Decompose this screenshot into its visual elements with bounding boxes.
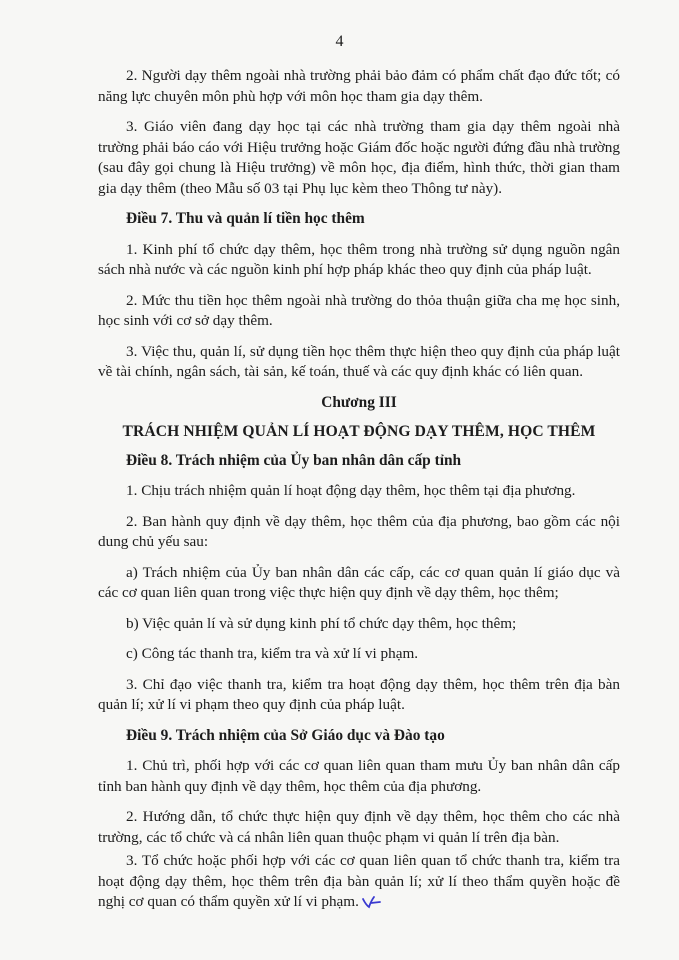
document-body <box>98 66 620 923</box>
paragraph-text: 3. Tổ chức hoặc phối hợp với các cơ quan liên quan tổ chức thanh tra, kiểm tra hoạt động dạy thêm, học thêm trên địa bàn quản lí; xử lí theo thẩm quyền hoặc đề nghị cơ quan có thẩm quyền xử lí vi phạm. <box>98 852 620 910</box>
paragraph: 2. Hướng dẫn, tổ chức thực hiện quy định về dạy thêm, học thêm cho các nhà trường, các tổ chức và cá nhân liên quan thuộc phạm vi quản lí trên địa bàn. <box>98 808 620 846</box>
paragraph: 3. Chỉ đạo việc thanh tra, kiểm tra hoạt động dạy thêm, học thêm trên địa bàn quản lí; xử lí vi phạm theo quy định của pháp luật. <box>98 675 620 713</box>
chapter-label: Chương III <box>321 393 397 411</box>
paragraph: 1. Kinh phí tổ chức dạy thêm, học thêm trong nhà trường sử dụng nguồn ngân sách nhà nước và các nguồn kinh phí hợp pháp khác theo quy định của pháp luật. <box>98 240 620 278</box>
article-9-heading: Điều 9. Trách nhiệm của Sở Giáo dục và Đào tạo <box>126 726 445 744</box>
paragraph: 2. Người dạy thêm ngoài nhà trường phải bảo đảm có phẩm chất đạo đức tốt; có năng lực chuyên môn phù hợp với môn học tham gia dạy thêm. <box>98 67 620 105</box>
handwritten-initial-mark <box>361 893 383 909</box>
paragraph: c) Công tác thanh tra, kiểm tra và xử lí vi phạm. <box>126 645 419 662</box>
paragraph: a) Trách nhiệm của Ủy ban nhân dân các cấp, các cơ quan quản lí giáo dục và các cơ quan liên quan trong việc thực hiện quy định về dạy thêm, học thêm; <box>98 563 620 601</box>
paragraph-last <box>98 851 620 913</box>
page-number: 4 <box>335 33 344 50</box>
paragraph: b) Việc quản lí và sử dụng kinh phí tổ chức dạy thêm, học thêm; <box>126 614 517 632</box>
chapter-title: TRÁCH NHIỆM QUẢN LÍ HOẠT ĐỘNG DẠY THÊM, HỌC THÊM <box>122 423 596 440</box>
paragraph: 1. Chịu trách nhiệm quản lí hoạt động dạy thêm, học thêm tại địa phương. <box>126 482 576 499</box>
paragraph: 3. Giáo viên đang dạy học tại các nhà trường tham gia dạy thêm ngoài nhà trường phải báo cáo với Hiệu trưởng hoặc Giám đốc hoặc người đứng đầu nhà trường (sau đây gọi chung là Hiệu trưởng) về môn học, địa điểm, hình thức, thời gian tham gia dạy thêm (theo Mẫu số 03 tại Phụ lục kèm theo Thông tư này). <box>98 118 620 197</box>
article-8-heading: Điều 8. Trách nhiệm của Ủy ban nhân dân cấp tỉnh <box>126 451 462 469</box>
paragraph: 3. Việc thu, quản lí, sử dụng tiền học thêm thực hiện theo quy định của pháp luật về tài chính, ngân sách, tài sản, kế toán, thuế và các quy định khác có liên quan. <box>98 342 620 380</box>
article-7-heading: Điều 7. Thu và quản lí tiền học thêm <box>126 210 365 227</box>
paragraph: 2. Mức thu tiền học thêm ngoài nhà trường do thỏa thuận giữa cha mẹ học sinh, học sinh với cơ sở dạy thêm. <box>98 291 620 329</box>
paragraph: 2. Ban hành quy định về dạy thêm, học thêm của địa phương, bao gồm các nội dung chủ yếu sau: <box>98 512 620 550</box>
paragraph: 1. Chủ trì, phối hợp với các cơ quan liên quan tham mưu Ủy ban nhân dân cấp tỉnh ban hành quy định về dạy thêm, học thêm của địa phương. <box>98 757 620 795</box>
